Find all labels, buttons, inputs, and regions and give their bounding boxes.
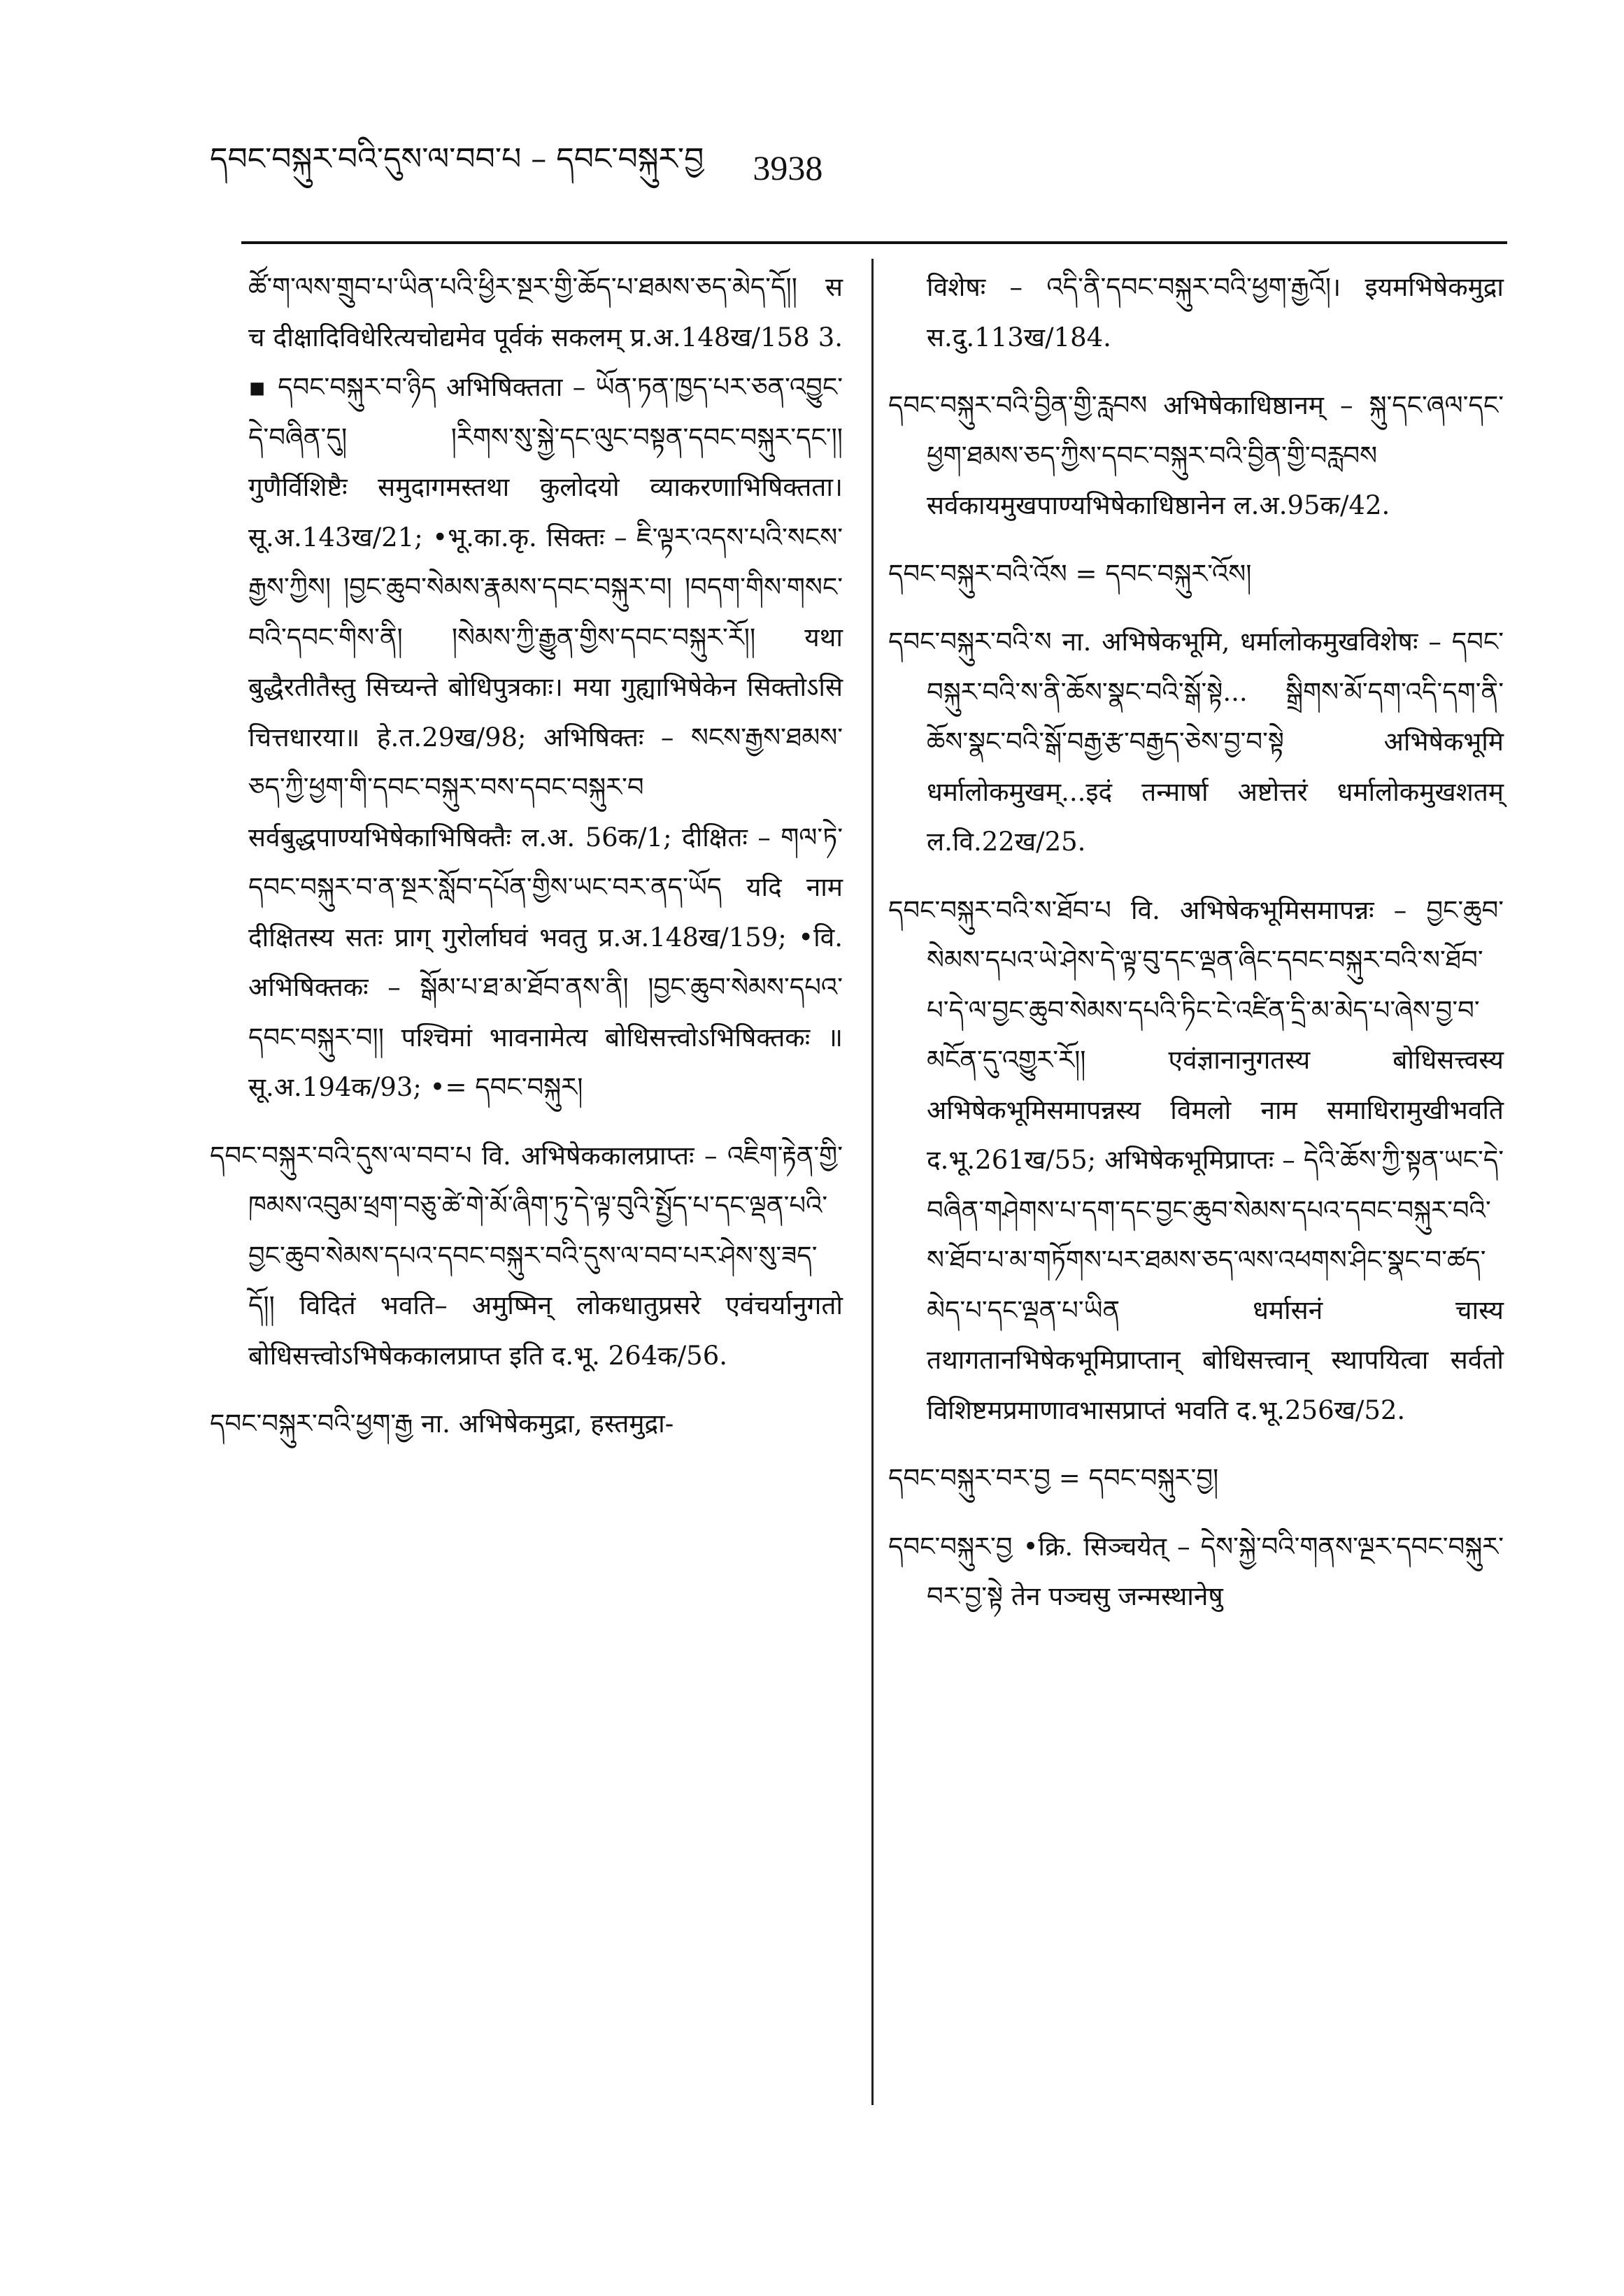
entry: དབང་བསྐུར་བའི་འོས = དབང་བསྐུར་འོས། (888, 558, 1252, 589)
running-header (210, 140, 1259, 196)
entry: དབང་བསྐུར་བར་བྱ = དབང་བསྐུར་བྱ། (888, 1463, 1219, 1493)
column-divider (871, 259, 874, 2105)
running-title: དབང་བསྐུར་བའི་དུས་ལ་བབ་པ – དབང་བསྐུར་བྱ (210, 141, 704, 177)
entry: དབང་བསྐུར་བའི་དུས་ལ་བབ་པ वि. अभिषेककालप्राप्तः – འཇིག་རྟེན་གྱི་ཁམས་འབུམ་ཕྲག་བཅུ་ཚེ་གེ་མོ་ཞིག་ཏུ་དེ་ལྟ་བུའི་སྤྱོད་པ་དང་ལྡན་པའི་བྱང་ཆུབ་སེམས་དཔའ་དབང་བསྐུར་བའི་དུས་ལ་བབ་པར་ཤེས་སུ་ཟད་དོ།། विदितं भवति– अमुष्मिन् लोकधातुप्रसरे एवंचर्यानुगतो बोधिसत्त्वोऽभिषेककालप्राप्त इति द.भू. 264क/56. (210, 1140, 843, 1371)
entry-continuation: विशेषः – འདི་ནི་དབང་བསྐུར་བའི་ཕྱག་རྒྱའོ།। इयमभिषेकमुद्रा स.दु.113ख/184. (927, 272, 1504, 352)
entry-continuation: ཚོ་ག་ལས་གྲུབ་པ་ཡིན་པའི་ཕྱིར་སྔར་གྱི་ཆོད་པ་ཐམས་ཅད་མེད་དོ།། स च दीक्षादिविधेरित्यचोद्यमेव पूर्वकं सकलम् प्र.अ.148ख/158 3. ▪ དབང་བསྐུར་བ་ཉིད अभिषिक्तता – ཡོན་ཏན་ཁྱད་པར་ཅན་འབྱུང་དེ་བཞིན་དུ། །རིགས་སུ་སྐྱེ་དང་ལུང་བསྟན་དབང་བསྐུར་དང་།། गुणैर्विशिष्टैः समुदागमस्तथा कुलोदयो व्याकरणाभिषिक्तता। सू.अ.143ख/21; •भू.का.कृ. सिक्तः – ཇི་ལྟར་འདས་པའི་སངས་རྒྱས་ཀྱིས། །བྱང་ཆུབ་སེམས་རྣམས་དབང་བསྐུར་བ། །བདག་གིས་གསང་བའི་དབང་གིས་ནི། །སེམས་ཀྱི་རྒྱུན་གྱིས་དབང་བསྐུར་རོ།། यथा बुद्धैरतीतैस्तु सिच्यन्ते बोधिपुत्रकाः। मया गुह्याभिषेकेन सिक्तोऽसि चित्तधारया॥ हे.त.29ख/98; अभिषिक्तः – སངས་རྒྱས་ཐམས་ཅད་ཀྱི་ཕྱག་གི་དབང་བསྐུར་བས་དབང་བསྐུར་བ सर्वबुद्धपाण्यभिषेकाभिषिक्तैः ल.अ. 56क/1; दीक्षितः – གལ་ཏེ་དབང་བསྐུར་བ་ན་སྔར་སློབ་དཔོན་གྱིས་ཡང་བར་ནད་ཡོད यदि नाम दीक्षितस्य सतः प्राग् गुरोर्लाघवं भवतु प्र.अ.148ख/159; •वि. अभिषिक्तकः – སྒོམ་པ་ཐ་མ་ཐོབ་ནས་ནི། །བྱང་ཆུབ་སེམས་དཔའ་དབང་བསྐུར་བ།། पश्चिमां भावनामेत्य बोधिसत्त्वोऽभिषिक्तकः ॥ सू.अ.194क/93; •= དབང་བསྐུར། (248, 272, 843, 1102)
entry: དབང་བསྐུར་བའི་ཕྱག་རྒྱ ना. अभिषेकमुद्रा, हस्तमुद्रा- (210, 1409, 674, 1439)
entry: དབང་བསྐུར་བའི་ས ना. अभिषेकभूमि, धर्मालोकमुखविशेषः – དབང་བསྐུར་བའི་ས་ནི་ཆོས་སྣང་བའི་སྒོ་སྟེ... སྒྲིགས་མོ་དག་འདི་དག་ནི་ཆོས་སྣང་བའི་སྒོ་བརྒྱ་རྩ་བརྒྱད་ཅེས་བྱ་བ་སྟེ अभिषेकभूमि धर्मालोकमुखम्...इदं तन्मार्षा अष्टोत्तरं धर्मालोकमुखशतम् ल.वि.22ख/25. (888, 627, 1504, 857)
entry: དབང་བསྐུར་བའི་ས་ཐོབ་པ वि. अभिषेकभूमिसमापन्नः – བྱང་ཆུབ་སེམས་དཔའ་ཡེ་ཤེས་དེ་ལྟ་བུ་དང་ལྡན་ཞིང་དབང་བསྐུར་བའི་ས་ཐོབ་པ་དེ་ལ་བྱང་ཆུབ་སེམས་དཔའི་ཏིང་ངེ་འཛིན་དྲི་མ་མེད་པ་ཞེས་བྱ་བ་མངོན་དུ་འགྱུར་རོ།། एवंज्ञानानुगतस्य बोधिसत्त्वस्य अभिषेकभूमिसमापन्नस्य विमलो नाम समाधिरामुखीभवति द.भू.261ख/55; अभिषेकभूमिप्राप्तः – དེའི་ཆོས་ཀྱི་སྟན་ཡང་དེ་བཞིན་གཤེགས་པ་དག་དང་བྱང་ཆུབ་སེམས་དཔའ་དབང་བསྐུར་བའི་ས་ཐོབ་པ་མ་གཏོགས་པར་ཐམས་ཅད་ལས་འཕགས་ཤིང་སྣང་བ་ཚད་མེད་པ་དང་ལྡན་པ་ཡིན धर्मासनं चास्य तथागतानभिषेकभूमिप्राप्तान् बोधिसत्त्वान् स्थापयित्वा सर्वतो विशिष्टमप्रमाणावभासप्राप्तं भवति द.भू.256ख/52. (888, 894, 1504, 1425)
entry: དབང་བསྐུར་བྱ •क्रि. सिञ्चयेत् – དེས་སྐྱེ་བའི་གནས་ལྔར་དབང་བསྐུར་བར་བྱ་སྟེ तेन पञ्चसु जन्मस्थानेषु (888, 1531, 1504, 1611)
header-rule (241, 241, 1507, 244)
right-column (888, 262, 1504, 1640)
left-column (210, 262, 843, 1467)
entry: དབང་བསྐུར་བའི་བྱིན་གྱི་རླབས अभिषेकाधिष्ठानम् – སྐུ་དང་ཞལ་དང་ཕྱག་ཐམས་ཅད་ཀྱིས་དབང་བསྐུར་བའི་བྱིན་གྱི་བརླབས सर्वकायमुखपाण्यभिषेकाधिष्ठानेन ल.अ.95क/42. (888, 390, 1504, 520)
page-number: 3938 (753, 148, 823, 187)
